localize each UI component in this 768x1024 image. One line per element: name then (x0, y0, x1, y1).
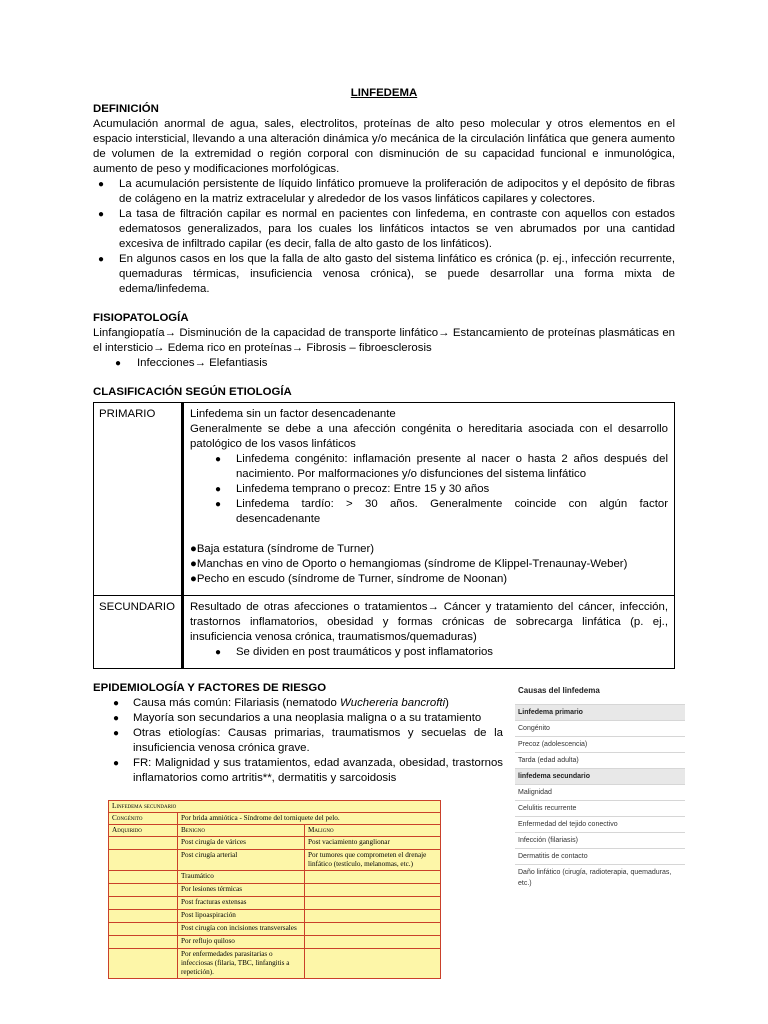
table-row (109, 897, 441, 910)
benigno-cell: Por enfermedades parasitarias o infecciosas (filaria, TBC, linfangitis a repetición). (178, 949, 305, 979)
causas-row: Celulitis recurrente (515, 800, 685, 816)
list-item: ● Mayoría son secundarios a una neoplasia maligna o a su tratamiento (93, 711, 503, 726)
causas-row: Tarda (edad adulta) (515, 752, 685, 768)
table-row (109, 837, 441, 850)
maligno-cell: Post vaciamiento ganglionar (305, 837, 441, 850)
clasificacion-heading: CLASIFICACIÓN SEGÚN ETIOLOGÍA (93, 386, 292, 398)
fisiopatologia-paragraph: Linfangiopatía→ Disminución de la capacidad de transporte linfático→ Estancamiento de proteínas plasmáticas en el intersticio→ Edema rico en proteínas→ Fibrosis – fibroesclerosis (93, 327, 675, 354)
list-item: ● Se dividen en post traumáticos y post inflamatorios (190, 645, 668, 660)
list-item: ● Linfedema congénito: inflamación presente al nacer o hasta 2 años después del nacimiento. Por malformaciones y/o disfunciones del sistema linfático (190, 452, 668, 482)
causas-row: Precoz (adolescencia) (515, 736, 685, 752)
epidemiologia-section (93, 681, 503, 786)
secundario-list (190, 645, 668, 660)
text-span: ) (445, 697, 449, 709)
definicion-heading: DEFINICIÓN (93, 103, 159, 115)
definicion-list (93, 177, 675, 297)
primario-list (190, 452, 668, 527)
epidemiologia-list (93, 696, 503, 786)
italic-span: Wuchereria bancrofti (340, 697, 446, 709)
table-row (109, 813, 441, 825)
benigno-cell: Por reflujo quiloso (178, 936, 305, 949)
secundario-text: Resultado de otras afecciones o tratamientos→ Cáncer y tratamiento del cáncer, infección, trastornos inflamatorios, obesidad y formas crónicas de sobrecarga linfática (p. ej., insuficiencia venosa crónica, traumatismos/quemaduras) (189, 601, 668, 643)
syndrome-item: ●Manchas en vino de Oporto o hemangiomas (síndrome de Klippel-Trenaunay-Weber) (189, 558, 628, 570)
causas-row: Malignidad (515, 784, 685, 800)
causas-title: Causas del linfedema (518, 686, 600, 695)
table-row (94, 596, 675, 669)
benigno-cell: Post cirugía de várices (178, 837, 305, 850)
benigno-cell: Traumático (178, 871, 305, 884)
secundario-detail-table (108, 800, 441, 979)
list-item: ● Otras etiologías: Causas primarias, traumatismos y secuelas de la insuficiencia venosa crónica grave. (93, 726, 503, 756)
list-item: ● La acumulación persistente de líquido linfático promueve la proliferación de adipocitos y el depósito de fibras de colágeno en la matriz extracelular y alrededor de los vasos linfáticos capilares y colectores. (93, 177, 675, 207)
table-row (109, 801, 441, 813)
document-page (93, 86, 675, 669)
maligno-label: Maligno (305, 825, 441, 837)
empty-cell (109, 897, 178, 910)
table-row (109, 871, 441, 884)
list-item: ● En algunos casos en los que la falla de alto gasto del sistema linfático es crónica (p. ej., infección recurrente, quemaduras térmicas, insuficiencia venosa crónica), se puede desarrollar una forma mixta de edema/linfedema. (93, 252, 675, 297)
table-row (109, 910, 441, 923)
maligno-cell (305, 871, 441, 884)
benigno-cell: Post cirugía con incisiones transversales (178, 923, 305, 936)
empty-cell (109, 949, 178, 979)
syndrome-item: ●Pecho en escudo (síndrome de Turner, síndrome de Noonan) (189, 573, 508, 585)
congenito-label: Congénito (109, 813, 178, 825)
benigno-cell: Por lesiones térmicas (178, 884, 305, 897)
clasificacion-table (93, 402, 675, 669)
causas-row: linfedema secundario (515, 768, 685, 784)
list-item: ● Linfedema temprano o precoz: Entre 15 y 30 años (190, 482, 668, 497)
maligno-cell (305, 884, 441, 897)
maligno-cell (305, 910, 441, 923)
congenito-text: Por brida amniótica - Síndrome del torniquete del pelo. (178, 813, 441, 825)
epidemiologia-heading: EPIDEMIOLOGÍA Y FACTORES DE RIESGO (93, 682, 327, 694)
secundario-rows (109, 837, 441, 979)
empty-cell (109, 936, 178, 949)
empty-cell (109, 850, 178, 871)
list-item: ● Infecciones→ Elefantiasis (93, 356, 675, 371)
fisiopatologia-heading: FISIOPATOLOGÍA (93, 312, 189, 324)
secundario-content (182, 596, 674, 669)
secundario-label: SECUNDARIO (94, 596, 183, 669)
definicion-paragraph: Acumulación anormal de agua, sales, electrolitos, proteínas de alto peso molecular y otros elementos en el espacio intersticial, llevando a una alteración dinámica y/o mecánica de la circulación linfática que genera aumento de volumen de la extremidad o región corporal con disminución de su capacidad funcional e inmunológica, aumento de peso y modificaciones morfológicas. (93, 118, 675, 175)
table-row (109, 884, 441, 897)
maligno-cell (305, 936, 441, 949)
fisiopatologia-list (93, 356, 675, 371)
causas-row: Linfedema primario (515, 704, 685, 720)
table-row (109, 825, 441, 837)
list-item (93, 696, 503, 711)
maligno-cell (305, 923, 441, 936)
empty-cell (109, 910, 178, 923)
list-item: ● Linfedema tardío: > 30 años. Generalmente coincide con algún factor desencadenante (190, 497, 668, 527)
list-item: ● La tasa de filtración capilar es normal en pacientes con linfedema, en contraste con aquellos con estados edematosos generalizados, para los cuales los linfáticos intactos se ven abrumados por una cantidad excesiva de infiltrado capilar (es decir, falla de alto gasto de los linfáticos). (93, 207, 675, 252)
page-title: LINFEDEMA (350, 87, 418, 99)
causas-row: Congénito (515, 720, 685, 736)
causas-table (515, 681, 685, 887)
table-row (109, 936, 441, 949)
table-title: Linfedema secundario (109, 801, 441, 813)
table-row (94, 403, 675, 596)
list-item: ● FR: Malignidad y sus tratamientos, edad avanzada, obesidad, trastornos inflamatorios como artritis**, dermatitis y sarcoidosis (93, 756, 503, 786)
primario-label: PRIMARIO (94, 403, 183, 596)
maligno-cell: Por tumores que comprometen el drenaje linfático (testículo, melanomas, etc.) (305, 850, 441, 871)
table-row (109, 923, 441, 936)
maligno-cell (305, 897, 441, 910)
maligno-cell (305, 949, 441, 979)
causas-row: Infección (filariasis) (515, 832, 685, 848)
empty-cell (109, 871, 178, 884)
table-row (109, 949, 441, 979)
benigno-label: Benigno (178, 825, 305, 837)
causas-row: Daño linfático (cirugía, radioterapia, quemaduras, etc.) (515, 864, 685, 880)
adquirido-label: Adquirido (109, 825, 178, 837)
empty-cell (109, 837, 178, 850)
causas-row: Dermatitis de contacto (515, 848, 685, 864)
benigno-cell: Post fracturas extensas (178, 897, 305, 910)
primario-line1: Linfedema sin un factor desencadenante (189, 408, 396, 420)
text-span: Causa más común: Filariasis (nematodo (133, 697, 341, 709)
benigno-cell: Post lipoaspiración (178, 910, 305, 923)
empty-cell (109, 884, 178, 897)
causas-rows (515, 704, 685, 887)
syndrome-item: ●Baja estatura (síndrome de Turner) (189, 543, 375, 555)
empty-cell (109, 923, 178, 936)
benigno-cell: Post cirugía arterial (178, 850, 305, 871)
primario-content (182, 403, 674, 596)
table-row (109, 850, 441, 871)
primario-line2: Generalmente se debe a una afección congénita o hereditaria asociada con el desarrollo patológico de los vasos linfáticos (189, 423, 668, 450)
causas-row: Enfermedad del tejido conectivo (515, 816, 685, 832)
